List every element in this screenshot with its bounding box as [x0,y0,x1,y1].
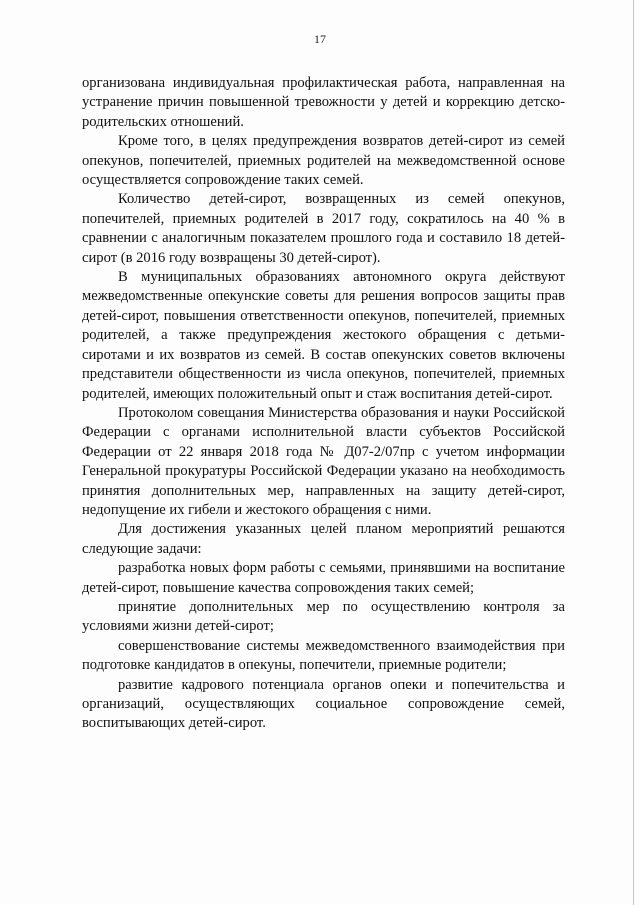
list-item: развитие кадрового потенциала органов опеки и попечительства и организаций, осуществляющих социальное сопровождение семей, воспитывающих детей-сирот. [82,676,565,732]
list-item: разработка новых форм работы с семьями, принявшими на воспитание детей-сирот, повышение качества сопровождения таких семей; [82,560,565,596]
list-item: принятие дополнительных мер по осуществлению контроля за условиями жизни детей-сирот; [82,598,565,635]
page-edge [633,0,634,905]
paragraph: В муниципальных образованиях автономного округа действуют межведомственные опекунские советы для решения вопросов защиты прав детей-сирот, повышения ответственности опекунов, попечителей, приемных родителей, а также предупреждения жестокого обращения с детьми-сиротами и их возвратов из семей. В состав опекунских советов включены представители общественности из числа опекунов, попечителей, приемных родителей, имеющих положительный опыт и стаж воспитания детей-сирот. [82,269,565,402]
paragraph: Кроме того, в целях предупреждения возвратов детей-сирот из семей опекунов, попечителей, приемных родителей на межведомственной основе осуществляется сопровождение таких семей. [82,133,565,189]
document-body [82,74,565,734]
paragraph: Для достижения указанных целей планом мероприятий решаются следующие задачи: [82,521,565,557]
paragraph: Количество детей-сирот, возвращенных из семей опекунов, попечителей, приемных родителей в 2017 году, сократилось на 40 % в сравнении с аналогичным показателем прошлого года и составило 18 детей-сирот (в 2016 году возвращены 30 детей-сирот). [82,191,565,266]
paragraph: Протоколом совещания Министерства образования и науки Российской Федерации с органами исполнительной власти субъектов Российской Федерации от 22 января 2018 года № Д07-2/07пр с учетом информации Генеральной прокуратуры Российской Федерации указано на необходимость принятия дополнительных мер, направленных на защиту детей-сирот, недопущение их гибели и жестокого обращения с ними. [82,404,565,518]
list-item: совершенствование системы межведомственного взаимодействия при подготовке кандидатов в опекуны, попечители, приемные родители; [82,637,565,674]
page-number: 17 [314,32,326,46]
paragraph: организована индивидуальная профилактическая работа, направленная на устранение причин повышенной тревожности у детей и коррекцию детско-родительских отношений. [82,75,565,130]
